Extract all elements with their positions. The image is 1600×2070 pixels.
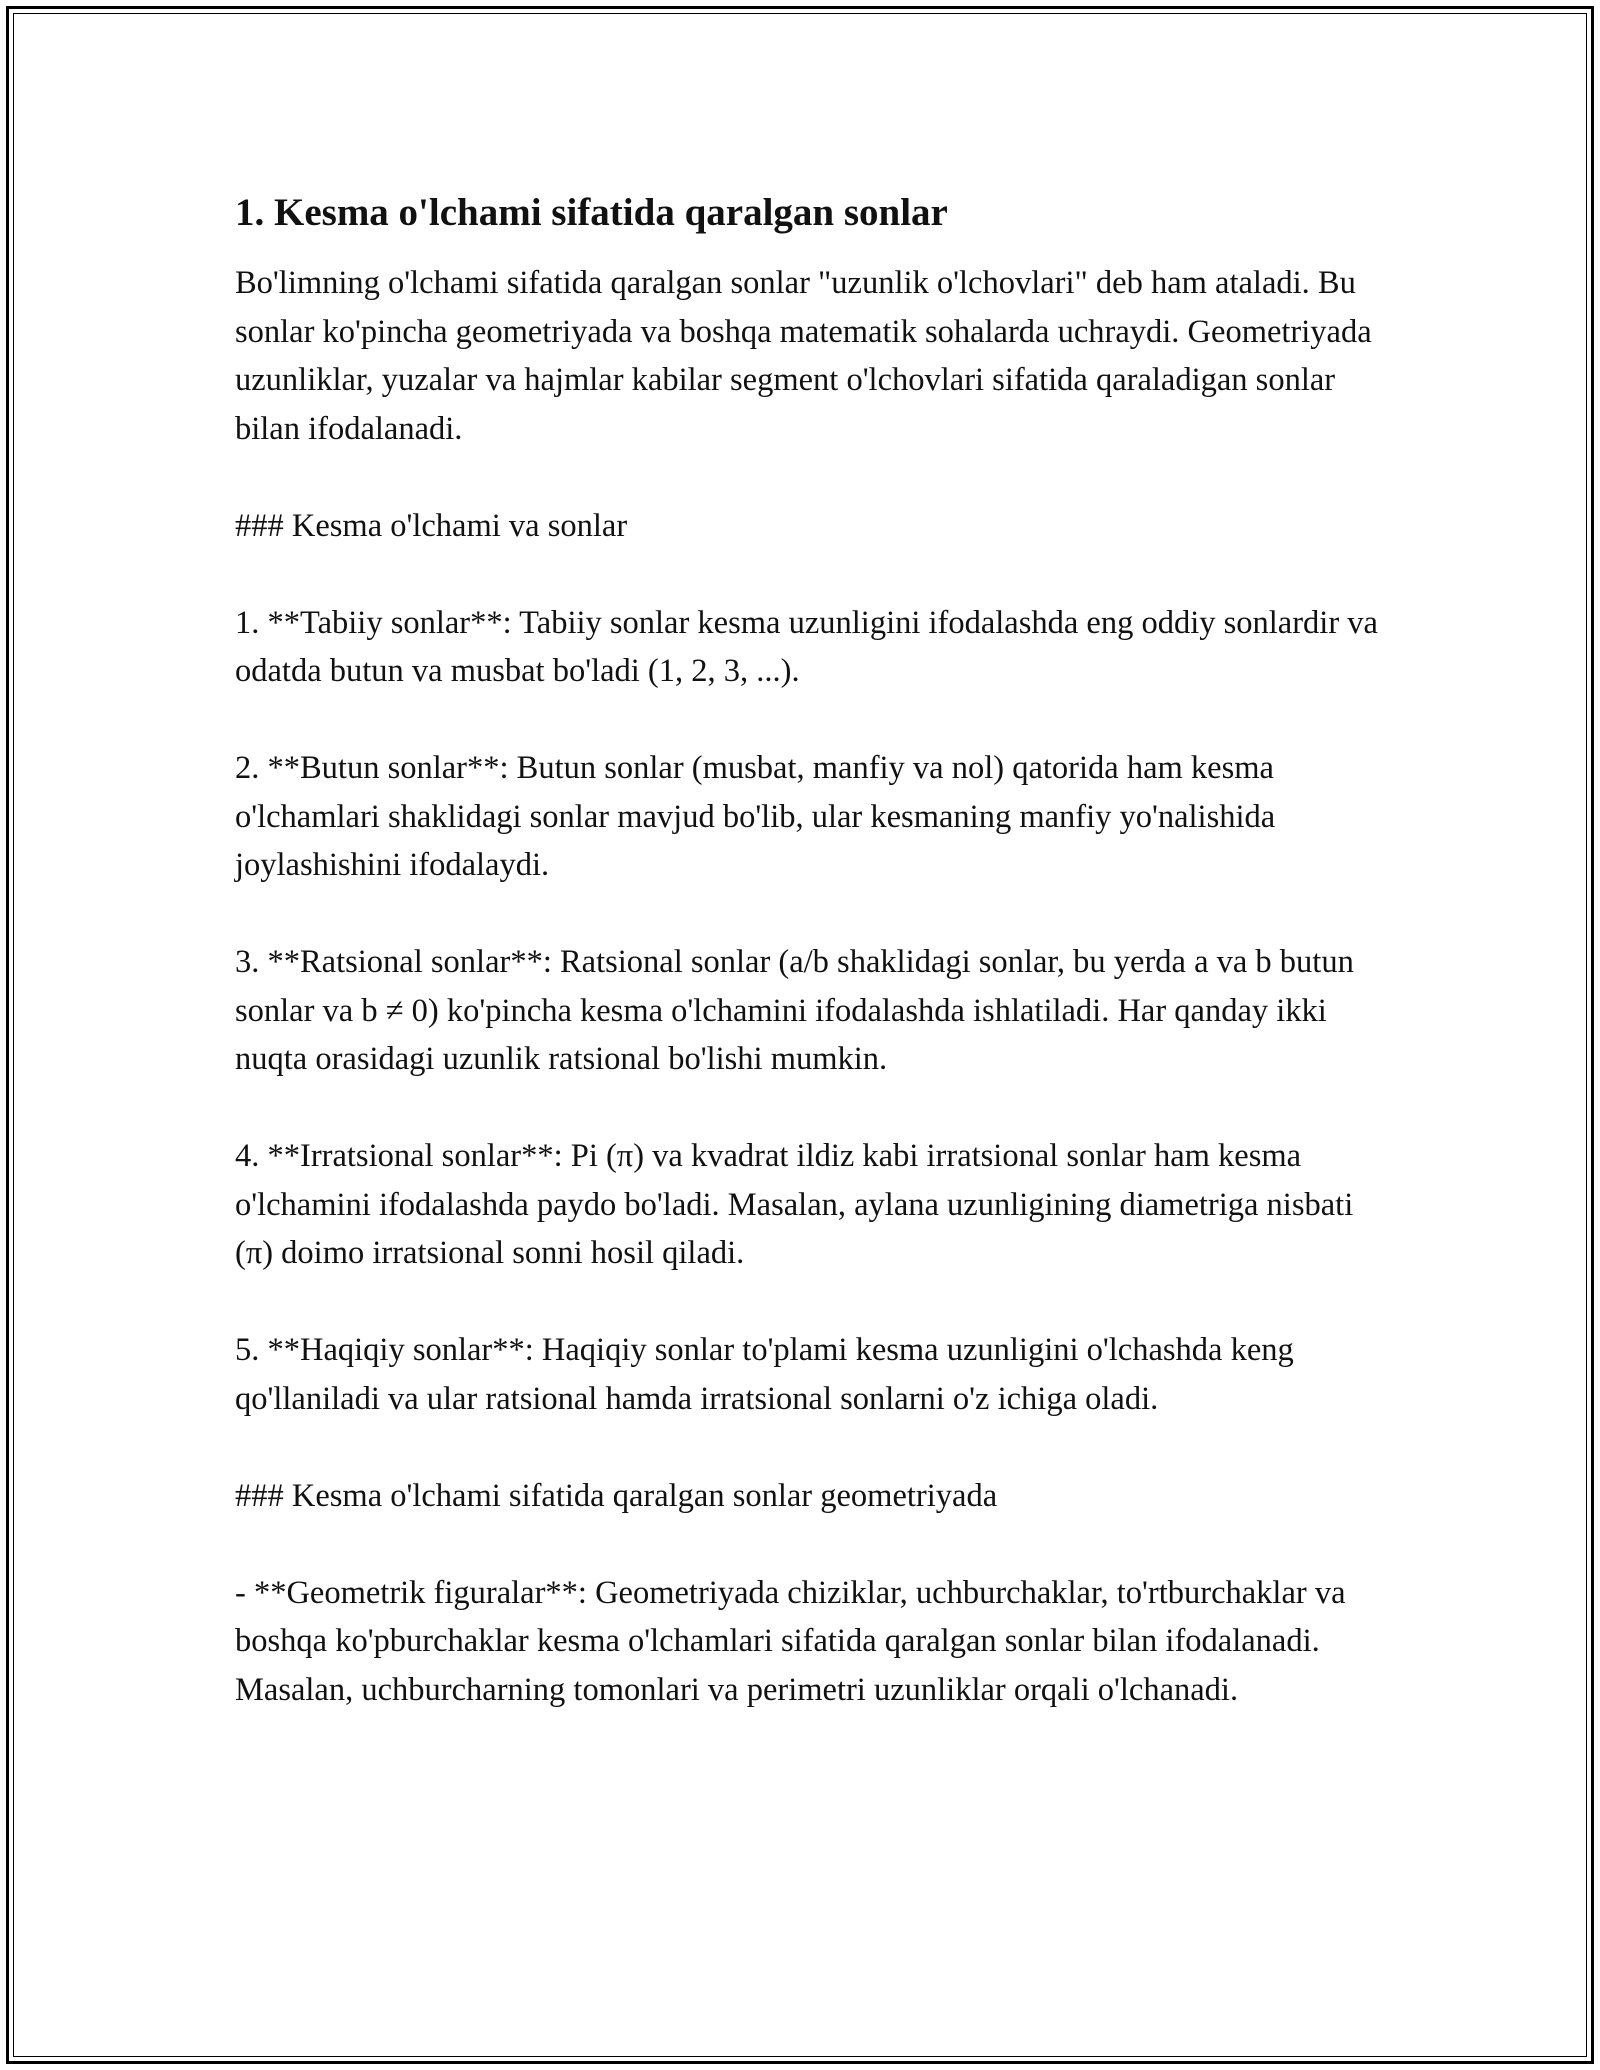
list-item-ratsional-sonlar: 3. **Ratsional sonlar**: Ratsional sonlar (a/b shaklidagi sonlar, bu yerda a va b butun sonlar va b ≠ 0) ko'pincha kesma o'lchamini ifodalashda ishlatiladi. Har qanday ikki nuqta orasidagi uzunlik ratsional bo'lishi mumkin.	[235, 944, 1354, 1077]
list-item-haqiqiy-sonlar: 5. **Haqiqiy sonlar**: Haqiqiy sonlar to'plami kesma uzunligini o'lchashda keng qo'llaniladi va ular ratsional hamda irratsional sonlarni o'z ichiga oladi.	[235, 1332, 1294, 1417]
section-heading-kesma-olchami-va-sonlar: ### Kesma o'lchami va sonlar	[235, 507, 628, 544]
list-item-butun-sonlar: 2. **Butun sonlar**: Butun sonlar (musbat, manfiy va nol) qatorida ham kesma o'lchamlari shaklidagi sonlar mavjud bo'lib, ular kesmaning manfiy yo'nalishida joylashishini ifodalaydi.	[235, 750, 1276, 883]
section-heading-geometriyada: ### Kesma o'lchami sifatida qaralgan sonlar geometriyada	[235, 1477, 998, 1514]
list-item-tabiiy-sonlar: 1. **Tabiiy sonlar**: Tabiiy sonlar kesma uzunligini ifodalashda eng oddiy sonlardir va odatda butun va musbat bo'ladi (1, 2, 3, ...).	[235, 604, 1378, 689]
page-title: 1. Kesma o'lchami sifatida qaralgan sonlar	[235, 191, 948, 234]
intro-paragraph: Bo'limning o'lchami sifatida qaralgan sonlar "uzunlik o'lchovlari" deb ham ataladi. Bu sonlar ko'pincha geometriyada va boshqa matematik sohalarda uchraydi. Geometriyada uzunliklar, yuzalar va hajmlar kabilar segment o'lchovlari sifatida qaraladigan sonlar bilan ifodalanadi.	[235, 265, 1372, 447]
document-body	[235, 185, 1395, 1763]
list-item-irratsional-sonlar: 4. **Irratsional sonlar**: Pi (π) va kvadrat ildiz kabi irratsional sonlar ham kesma o'lchamini ifodalashda paydo bo'ladi. Masalan, aylana uzunligining diametriga nisbati (π) doimo irratsional sonni hosil qiladi.	[235, 1138, 1354, 1271]
bullet-geometrik-figuralar: - **Geometrik figuralar**: Geometriyada chiziklar, uchburchaklar, to'rtburchaklar va boshqa ko'pburchaklar kesma o'lchamlari sifatida qaralgan sonlar bilan ifodalanadi. Masalan, uchburcharning tomonlari va perimetri uzunliklar orqali o'lchanadi.	[235, 1574, 1346, 1708]
